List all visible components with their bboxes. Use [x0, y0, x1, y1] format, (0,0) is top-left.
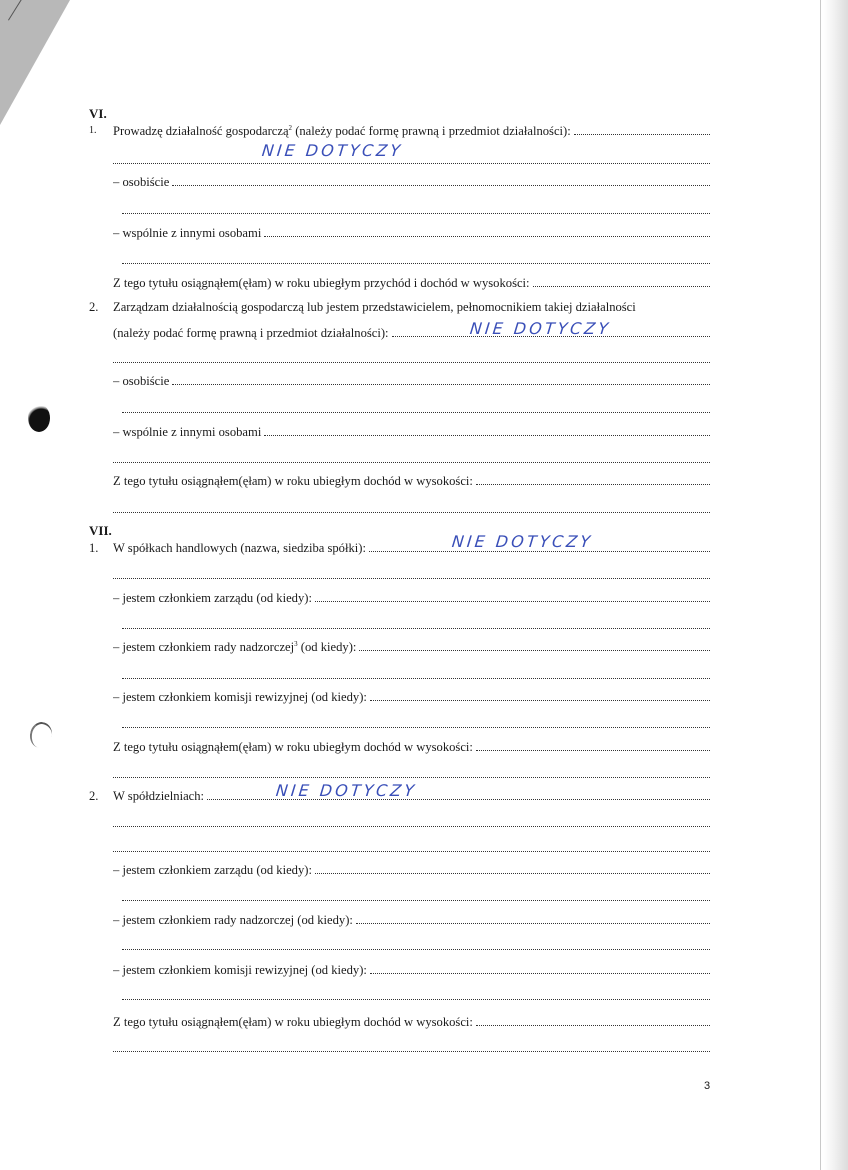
answer-line[interactable] — [113, 461, 710, 463]
osobiscie-label: – osobiście — [113, 374, 170, 388]
vii-1-zarzad-field[interactable] — [113, 589, 710, 607]
item-number: 1. — [89, 541, 99, 555]
dotted-fill — [533, 274, 710, 287]
vii-2-label: W spółdzielniach: — [113, 789, 205, 803]
answer-line[interactable] — [122, 998, 710, 1000]
answer-line[interactable] — [113, 1050, 710, 1052]
answer-line[interactable] — [113, 511, 710, 513]
punch-hole-icon — [28, 404, 50, 432]
item-number: 2. — [89, 789, 99, 803]
zarzad-label: – jestem członkiem zarządu (od kiedy): — [113, 591, 312, 605]
label-text: (należy podać formę prawną i przedmiot działalności): — [292, 124, 571, 138]
folded-corner — [0, 0, 70, 125]
dotted-fill — [476, 472, 710, 485]
osobiscie-label: – osobiście — [113, 175, 170, 189]
answer-line[interactable] — [122, 411, 710, 413]
answer-line[interactable] — [122, 948, 710, 950]
answer-line[interactable] — [122, 677, 710, 679]
dotted-fill — [172, 372, 710, 385]
page-edge-shadow — [824, 0, 848, 1170]
vi-2-wspolnie-field[interactable] — [113, 423, 710, 441]
vi-1-field[interactable] — [113, 122, 710, 140]
answer-line[interactable] — [113, 850, 710, 852]
item-number: 2. — [89, 300, 99, 314]
vii-1-komisja-field[interactable] — [113, 688, 710, 706]
label-text: Prowadzę działalność gospodarczą — [113, 124, 289, 138]
vii-1-income-field[interactable] — [113, 738, 710, 756]
answer-line[interactable] — [113, 776, 710, 778]
section-heading-vii: VII. — [89, 523, 112, 538]
income-label: Z tego tytułu osiągnąłem(ęłam) w roku ubiegłym dochód w wysokości: — [113, 1015, 473, 1029]
page-edge-line — [820, 0, 821, 1170]
dotted-fill — [172, 173, 710, 186]
income-label: Z tego tytułu osiągnąłem(ęłam) w roku ubiegłym dochód w wysokości: — [113, 740, 473, 754]
zarzad-label: – jestem członkiem zarządu (od kiedy): — [113, 863, 312, 877]
answer-line[interactable] — [122, 726, 710, 728]
page-number: 3 — [704, 1080, 711, 1092]
vi-2-income-field[interactable] — [113, 472, 710, 490]
vi-2-label: Zarządzam działalnością gospodarczą lub jestem przedstawicielem, pełnomocnikiem takiej działalności — [113, 300, 636, 314]
vii-1-label: W spółkach handlowych (nazwa, siedziba spółki): — [113, 541, 366, 555]
komisja-label: – jestem członkiem komisji rewizyjnej (od kiedy): — [113, 963, 367, 977]
vii-2-zarzad-field[interactable] — [113, 861, 710, 879]
income-label: Z tego tytułu osiągnąłem(ęłam) w roku ubiegłym przychód i dochód w wysokości: — [113, 276, 530, 290]
vi-1-osobiscie-field[interactable] — [113, 173, 710, 191]
vii-1-rada-field[interactable] — [113, 638, 710, 656]
handwritten-answer: NIE DOTYCZY — [261, 141, 404, 160]
label-text: – jestem członkiem rady nadzorczej — [113, 640, 295, 654]
footnote-mark: 2 — [288, 123, 293, 132]
answer-line[interactable] — [113, 577, 710, 579]
punch-hole-icon — [28, 720, 54, 749]
vi-1-answer-line[interactable] — [113, 162, 710, 164]
label-text: (od kiedy): — [297, 640, 357, 654]
vi-2-label-2: (należy podać formę prawną i przedmiot działalności): — [113, 326, 389, 340]
dotted-fill — [370, 688, 710, 701]
answer-line[interactable] — [122, 899, 710, 901]
vi-2-field[interactable] — [113, 324, 710, 342]
vii-2-rada-field[interactable] — [113, 911, 710, 929]
handwritten-answer: NIE DOTYCZY — [275, 781, 418, 800]
vi-1-label — [113, 122, 571, 140]
wspolnie-label: – wspólnie z innymi osobami — [113, 226, 262, 240]
answer-line[interactable] — [122, 262, 710, 264]
dotted-fill — [315, 861, 710, 874]
komisja-label: – jestem członkiem komisji rewizyjnej (od kiedy): — [113, 690, 367, 704]
rada-label — [113, 638, 356, 656]
dotted-fill — [315, 589, 710, 602]
vi-1-income-field[interactable] — [113, 274, 710, 292]
vii-2-komisja-field[interactable] — [113, 961, 710, 979]
item-number: 1. — [89, 125, 97, 136]
vi-2-osobiscie-field[interactable] — [113, 372, 710, 390]
answer-line[interactable] — [113, 361, 710, 363]
dotted-fill — [359, 638, 710, 651]
answer-line[interactable] — [122, 627, 710, 629]
dotted-fill — [476, 738, 710, 751]
footnote-mark: 3 — [294, 639, 298, 648]
vii-2-income-field[interactable] — [113, 1013, 710, 1031]
dotted-fill — [370, 961, 710, 974]
vi-1-wspolnie-field[interactable] — [113, 224, 710, 242]
wspolnie-label: – wspólnie z innymi osobami — [113, 425, 262, 439]
dotted-fill — [476, 1013, 710, 1026]
dotted-fill — [574, 122, 710, 135]
handwritten-answer: NIE DOTYCZY — [451, 532, 594, 551]
section-heading-vi: VI. — [89, 106, 107, 121]
dotted-fill — [356, 911, 710, 924]
vii-1-field[interactable] — [113, 539, 710, 557]
vi-2-text — [113, 298, 710, 316]
dotted-fill — [264, 423, 710, 436]
answer-line[interactable] — [113, 825, 710, 827]
answer-line[interactable] — [122, 212, 710, 214]
income-label: Z tego tytułu osiągnąłem(ęłam) w roku ubiegłym dochód w wysokości: — [113, 474, 473, 488]
dotted-fill — [264, 224, 710, 237]
handwritten-answer: NIE DOTYCZY — [469, 319, 612, 338]
rada-label: – jestem członkiem rady nadzorczej (od kiedy): — [113, 913, 353, 927]
